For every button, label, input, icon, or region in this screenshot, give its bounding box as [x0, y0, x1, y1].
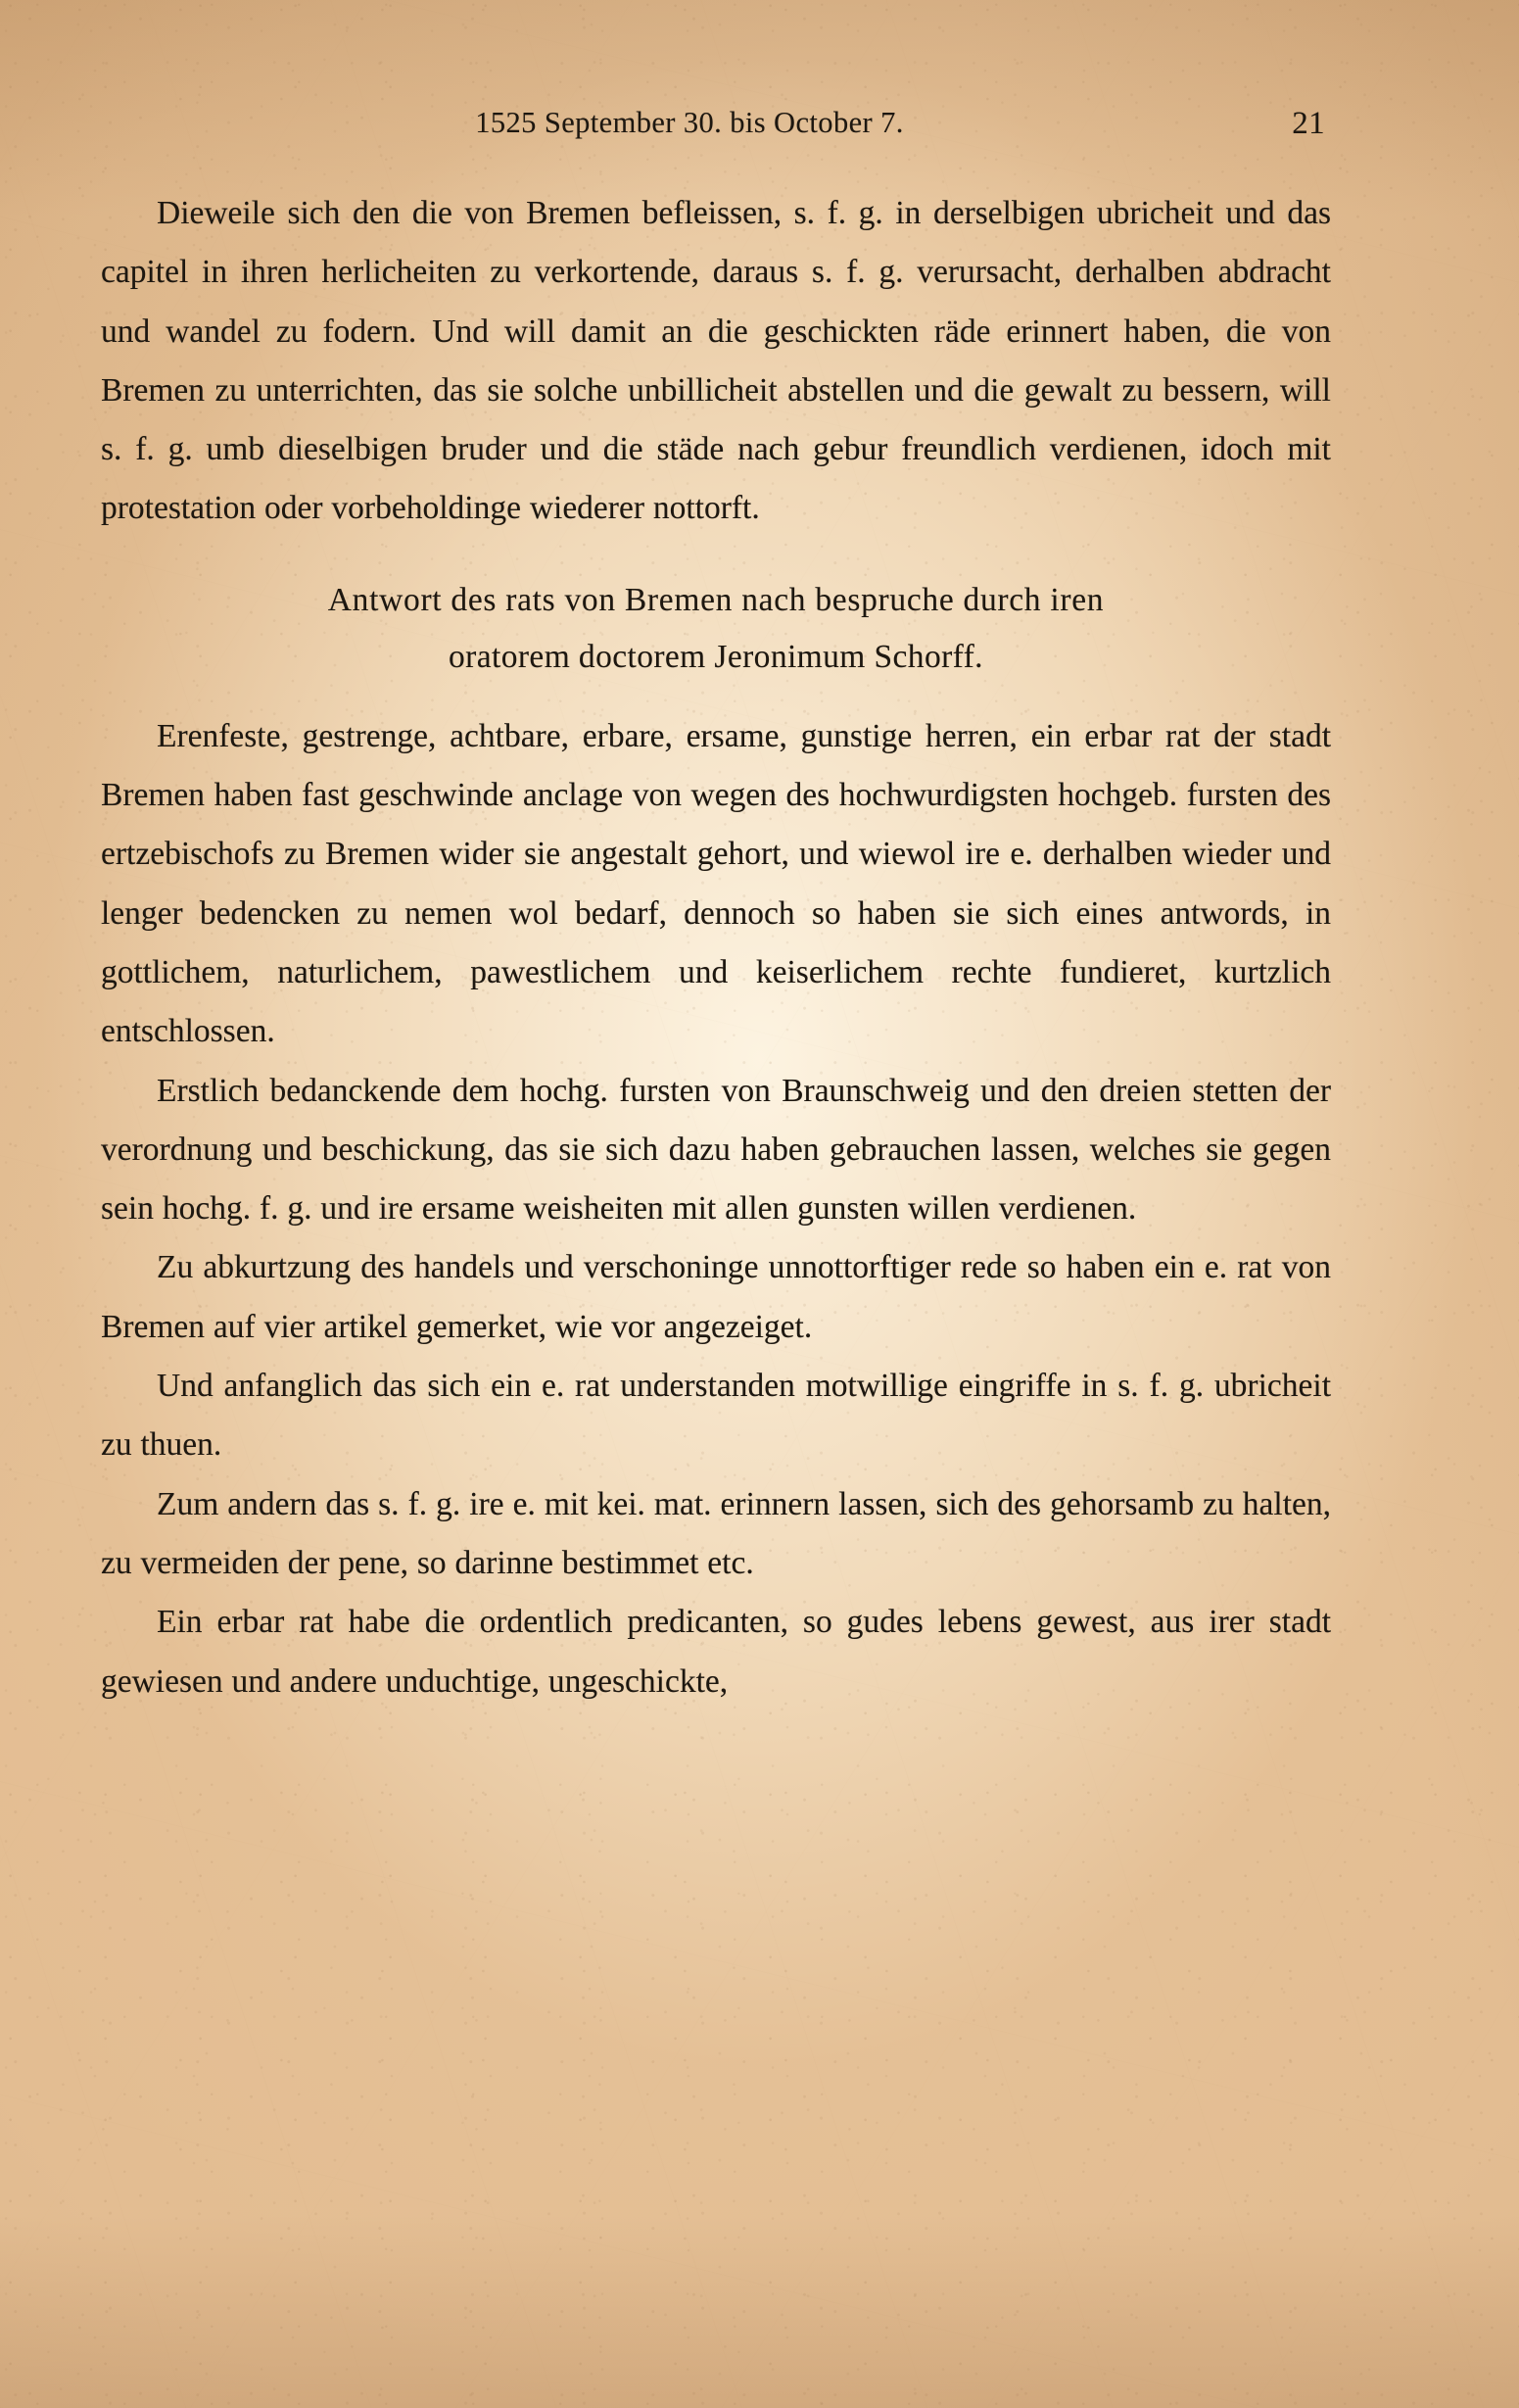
paragraph-dieweile: Dieweile sich den die von Bremen befleissen, s. f. g. in derselbigen ubricheit und das capitel in ihren herlicheiten zu verkortende, daraus s. f. g. verursacht, derhalben abdracht und wandel zu fodern. Und will damit an die geschickten räde erinnert haben, die von Bremen zu unterrichten, das sie solche unbillicheit abstellen und die gewalt zu bessern, will s. f. g. umb dieselbigen bruder und die städe nach gebur freundlich verdienen, idoch mit protestation oder vorbeholdinge wiederer nottorft. [101, 195, 1331, 527]
running-head-title: 1525 September 30. bis October 7. [475, 106, 904, 139]
subheading-line-2: oratorem doctorem Jeronimum Schorff. [449, 638, 983, 675]
paragraph-ein-erbar: Ein erbar rat habe die ordentlich predicanten, so gudes lebens gewest, aus irer stadt gewiesen und andere unduchtige, ungeschickte, [101, 1604, 1331, 1700]
section-subheading [101, 572, 1331, 686]
page-number: 21 [1292, 106, 1325, 141]
subheading-line-1: Antwort des rats von Bremen nach bespruche durch iren [327, 581, 1105, 618]
page-text-block [101, 0, 1331, 2408]
paragraph-und-anfanglich: Und anfanglich das sich ein e. rat understanden motwillige eingriffe in s. f. g. ubricheit zu thuen. [101, 1368, 1331, 1464]
paragraph-zu-abkurtzung: Zu abkurtzung des handels und verschoninge unnottorftiger rede so haben ein e. rat von Bremen auf vier artikel gemerket, wie vor angezeiget. [101, 1249, 1331, 1345]
body-text [101, 184, 1331, 1711]
paragraph-erenfeste: Erenfeste, gestrenge, achtbare, erbare, ersame, gunstige herren, ein erbar rat der stadt Bremen haben fast geschwinde anclage von wegen des hochwurdigsten hochgeb. fursten des ertzebischofs zu Bremen wider sie angestalt gehort, und wiewol ire e. derhalben wieder und lenger bedencken zu nemen wol bedarf, dennoch so haben sie sich eines antwords, in gottlichem, naturlichem, pawestlichem und keiserlichem rechte fundieret, kurtzlich entschlossen. [101, 717, 1331, 1050]
paragraph-zum-andern: Zum andern das s. f. g. ire e. mit kei. mat. erinnern lassen, sich des gehorsamb zu halten, zu vermeiden der pene, so darinne bestimmet etc. [101, 1485, 1331, 1581]
running-head [101, 106, 1331, 149]
paragraph-erstlich: Erstlich bedanckende dem hochg. fursten von Braunschweig und den dreien stetten der verordnung und beschickung, das sie sich dazu haben gebrauchen lassen, welches sie gegen sein hochg. f. g. und ire ersame weisheiten mit allen gunsten willen verdienen. [101, 1072, 1331, 1228]
